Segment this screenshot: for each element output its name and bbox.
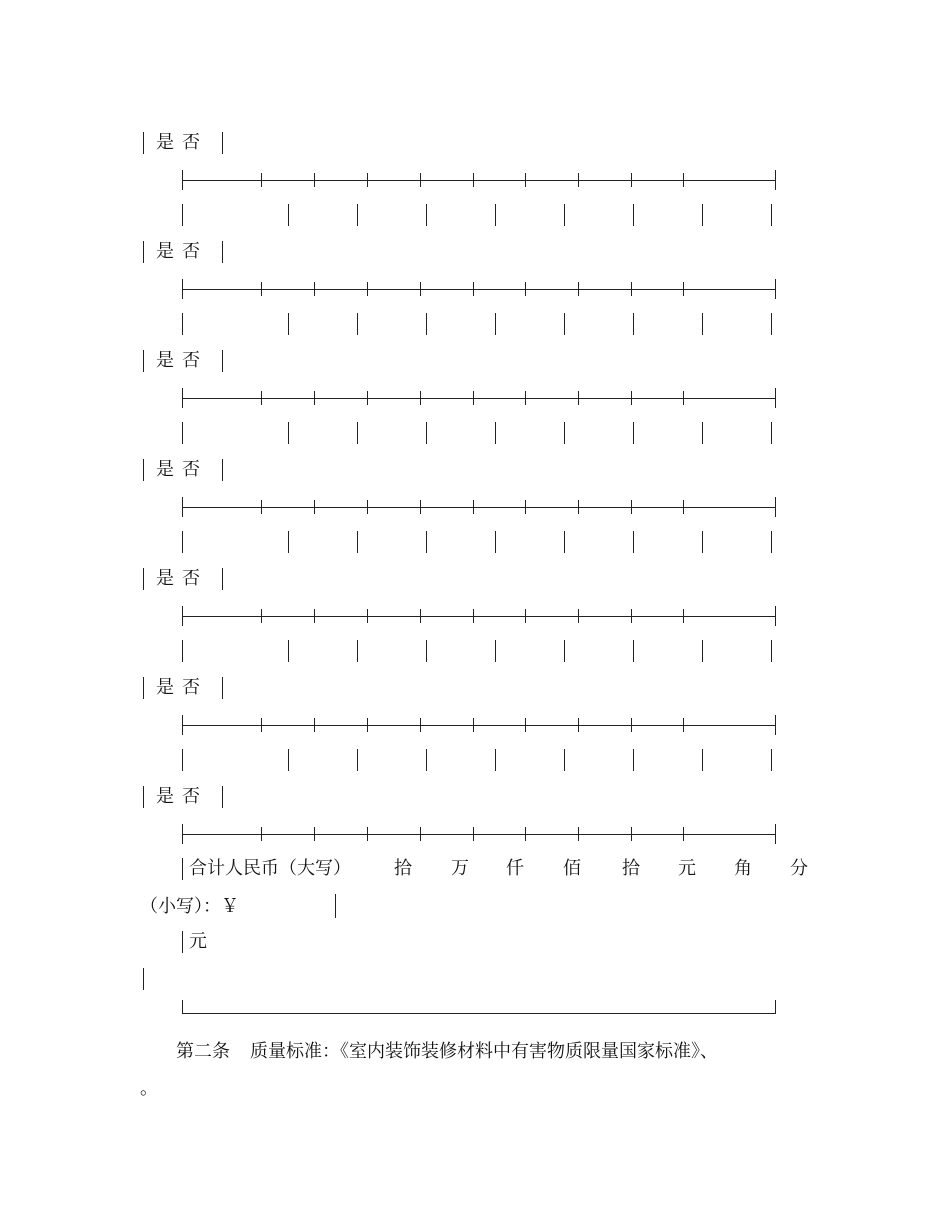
rule-tick	[775, 170, 776, 190]
cell-separator	[426, 640, 427, 662]
cell-separator	[771, 749, 772, 771]
cell-separator	[426, 204, 427, 226]
cell-separator	[357, 640, 358, 662]
cell-separator	[702, 204, 703, 226]
yes-no-label	[156, 677, 208, 699]
cell-separator	[182, 313, 183, 335]
rule-tick	[683, 173, 684, 187]
cell-separator	[426, 531, 427, 553]
rule-tick	[631, 282, 632, 296]
yes-no-label	[156, 241, 208, 263]
cell-separator	[495, 313, 496, 335]
rule-tick	[314, 827, 315, 841]
yes-label: 是	[156, 568, 174, 589]
rule-tick	[367, 282, 368, 296]
cell-separator	[288, 749, 289, 771]
cell-separator	[771, 313, 772, 335]
cell-separator	[426, 422, 427, 444]
row-rule	[182, 616, 776, 617]
row-right-bar	[222, 350, 223, 372]
cell-separator	[702, 531, 703, 553]
rule-tick	[473, 827, 474, 841]
row-left-bar	[143, 350, 144, 372]
rule-tick	[578, 718, 579, 732]
rule-tick	[775, 497, 776, 517]
cell-separator	[702, 640, 703, 662]
rule-tick	[683, 500, 684, 514]
unit-label: 分	[790, 858, 808, 879]
row-right-bar	[222, 459, 223, 481]
cell-separator	[182, 640, 183, 662]
yes-no-label	[156, 568, 208, 590]
cell-separator	[564, 640, 565, 662]
cell-separator	[495, 749, 496, 771]
unit-label: 元	[678, 858, 696, 879]
rule-tick	[473, 282, 474, 296]
row-rule	[182, 289, 776, 290]
cell-separator	[426, 313, 427, 335]
rule-tick	[182, 388, 183, 408]
rule-tick	[775, 606, 776, 626]
row-left-bar	[143, 677, 144, 699]
unit-label: 仟	[506, 858, 524, 879]
rule-tick	[261, 609, 262, 623]
rule-tick	[775, 715, 776, 735]
rule-tick	[367, 609, 368, 623]
article-heading: 第二条	[176, 1041, 230, 1062]
yes-label: 是	[156, 786, 174, 807]
rule-tick	[367, 827, 368, 841]
row-rule	[182, 507, 776, 508]
cell-separator	[495, 640, 496, 662]
total-label: 合计人民币（大写）	[189, 858, 351, 879]
total-left-bar	[182, 858, 183, 880]
rule-tick	[683, 282, 684, 296]
row-left-bar	[143, 241, 144, 263]
cell-separator	[495, 422, 496, 444]
rule-tick	[578, 500, 579, 514]
rule-tick	[683, 609, 684, 623]
cell-separator	[771, 640, 772, 662]
rule-tick	[525, 609, 526, 623]
bottom-rule-left	[182, 1000, 183, 1014]
cell-separator	[702, 313, 703, 335]
unit-label: 拾	[394, 858, 412, 879]
rule-tick	[525, 282, 526, 296]
no-label: 否	[182, 350, 200, 371]
rule-tick	[420, 500, 421, 514]
yuan-bar	[182, 931, 183, 953]
no-label: 否	[182, 786, 200, 807]
cell-separator	[702, 422, 703, 444]
row-left-bar	[143, 459, 144, 481]
rule-tick	[182, 824, 183, 844]
row-right-bar	[222, 241, 223, 263]
cell-separator	[426, 749, 427, 771]
no-label: 否	[182, 677, 200, 698]
unit-label: 角	[734, 858, 752, 879]
cell-separator	[357, 204, 358, 226]
rule-tick	[367, 173, 368, 187]
cell-separator	[564, 422, 565, 444]
rule-tick	[525, 391, 526, 405]
yes-no-label	[156, 132, 208, 154]
rule-tick	[631, 718, 632, 732]
rule-tick	[182, 497, 183, 517]
rule-tick	[775, 388, 776, 408]
rule-tick	[314, 173, 315, 187]
rule-tick	[578, 282, 579, 296]
small-amount-label: （小写）：￥	[140, 896, 239, 917]
rule-tick	[631, 827, 632, 841]
rule-tick	[182, 170, 183, 190]
rule-tick	[367, 391, 368, 405]
row-rule	[182, 725, 776, 726]
cell-separator	[771, 422, 772, 444]
rule-tick	[314, 391, 315, 405]
cell-separator	[288, 204, 289, 226]
cell-separator	[288, 640, 289, 662]
rule-tick	[775, 279, 776, 299]
rule-tick	[261, 827, 262, 841]
cell-separator	[564, 313, 565, 335]
cell-separator	[564, 204, 565, 226]
cell-separator	[182, 749, 183, 771]
rule-tick	[525, 827, 526, 841]
rule-tick	[261, 282, 262, 296]
rule-tick	[367, 718, 368, 732]
cell-separator	[564, 749, 565, 771]
yes-label: 是	[156, 350, 174, 371]
rule-tick	[525, 173, 526, 187]
cell-separator	[182, 422, 183, 444]
no-label: 否	[182, 241, 200, 262]
rule-tick	[261, 718, 262, 732]
no-label: 否	[182, 568, 200, 589]
rule-tick	[525, 718, 526, 732]
cell-separator	[771, 204, 772, 226]
cell-separator	[357, 422, 358, 444]
rule-tick	[420, 718, 421, 732]
cell-separator	[288, 422, 289, 444]
cell-separator	[288, 531, 289, 553]
rule-tick	[578, 173, 579, 187]
rule-tick	[420, 609, 421, 623]
rule-tick	[314, 718, 315, 732]
bottom-rule	[182, 1013, 776, 1014]
rule-tick	[578, 391, 579, 405]
rule-tick	[683, 391, 684, 405]
blank-left-bar	[143, 968, 144, 990]
cell-separator	[633, 204, 634, 226]
yes-label: 是	[156, 132, 174, 153]
rule-tick	[525, 500, 526, 514]
no-label: 否	[182, 459, 200, 480]
bottom-rule-right	[775, 1000, 776, 1014]
rule-tick	[261, 500, 262, 514]
cell-separator	[702, 749, 703, 771]
rule-tick	[775, 824, 776, 844]
rule-tick	[683, 718, 684, 732]
rule-tick	[420, 391, 421, 405]
unit-label: 万	[451, 858, 469, 879]
rule-tick	[578, 609, 579, 623]
small-amount-bar	[335, 894, 336, 918]
row-rule	[182, 180, 776, 181]
rule-tick	[314, 609, 315, 623]
cell-separator	[182, 531, 183, 553]
cell-separator	[564, 531, 565, 553]
rule-tick	[314, 500, 315, 514]
cell-separator	[633, 640, 634, 662]
yes-label: 是	[156, 677, 174, 698]
cell-separator	[357, 749, 358, 771]
rule-tick	[631, 500, 632, 514]
cell-separator	[357, 531, 358, 553]
rule-tick	[473, 391, 474, 405]
cell-separator	[495, 204, 496, 226]
rule-tick	[182, 279, 183, 299]
rule-tick	[367, 500, 368, 514]
unit-label: 拾	[622, 858, 640, 879]
cell-separator	[357, 313, 358, 335]
cell-separator	[495, 531, 496, 553]
yes-label: 是	[156, 241, 174, 262]
rule-tick	[182, 606, 183, 626]
rule-tick	[420, 827, 421, 841]
cell-separator	[633, 531, 634, 553]
yes-no-label	[156, 350, 208, 372]
rule-tick	[420, 173, 421, 187]
yuan-label: 元	[189, 931, 207, 952]
yes-no-label	[156, 459, 208, 481]
rule-tick	[578, 827, 579, 841]
article-text: 质量标准：《室内装饰装修材料中有害物质限量国家标准》、	[250, 1041, 718, 1062]
yes-label: 是	[156, 459, 174, 480]
row-left-bar	[143, 568, 144, 590]
rule-tick	[631, 173, 632, 187]
cell-separator	[633, 749, 634, 771]
row-right-bar	[222, 132, 223, 154]
row-left-bar	[143, 132, 144, 154]
cell-separator	[288, 313, 289, 335]
cell-separator	[771, 531, 772, 553]
trailing-mark: 。	[140, 1078, 158, 1099]
cell-separator	[633, 313, 634, 335]
row-right-bar	[222, 568, 223, 590]
rule-tick	[182, 715, 183, 735]
rule-tick	[631, 609, 632, 623]
row-right-bar	[222, 786, 223, 808]
rule-tick	[261, 391, 262, 405]
rule-tick	[314, 282, 315, 296]
cell-separator	[633, 422, 634, 444]
unit-label: 佰	[563, 858, 581, 879]
rule-tick	[420, 282, 421, 296]
rule-tick	[683, 827, 684, 841]
rule-tick	[631, 391, 632, 405]
cell-separator	[182, 204, 183, 226]
row-rule	[182, 398, 776, 399]
rule-tick	[261, 173, 262, 187]
yes-no-label	[156, 786, 208, 808]
rule-tick	[473, 718, 474, 732]
rule-tick	[473, 173, 474, 187]
rule-tick	[473, 609, 474, 623]
row-right-bar	[222, 677, 223, 699]
no-label: 否	[182, 132, 200, 153]
row-rule	[182, 834, 776, 835]
rule-tick	[473, 500, 474, 514]
row-left-bar	[143, 786, 144, 808]
